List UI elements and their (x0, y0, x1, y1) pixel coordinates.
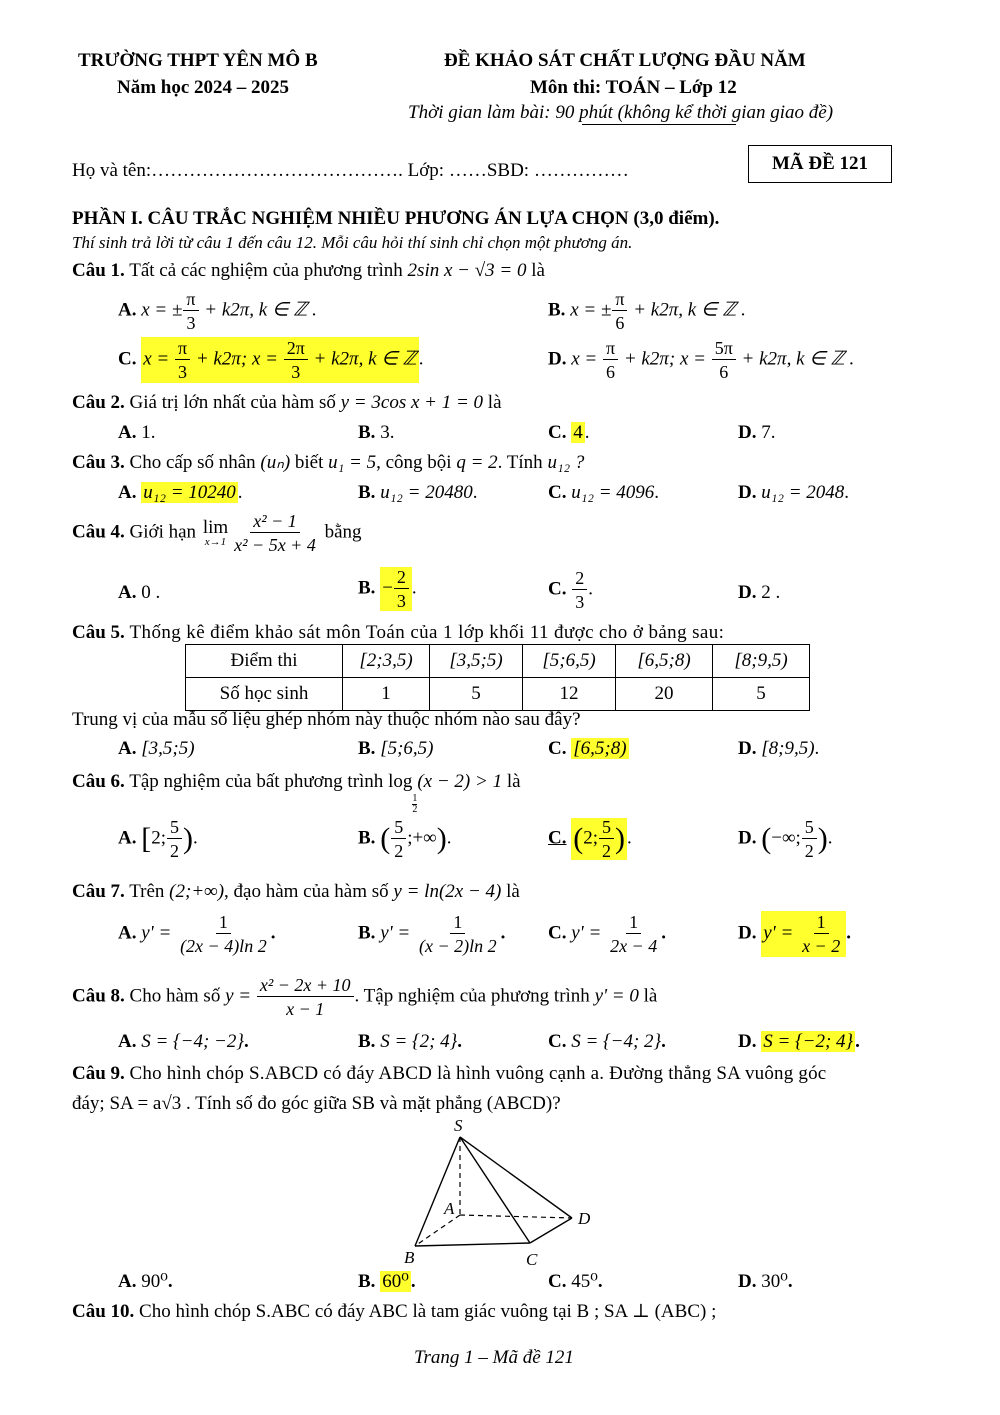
q1-option-a[interactable]: A. x = ± $\frac{\pi}{3}$ + k2π, k ∈ ℤ . (118, 289, 317, 333)
question-10: Câu 10. Cho hình chóp S.ABC có đáy ABC là tam giác vuông tại B ; SA ⊥ (ABC) ; (72, 1301, 717, 1322)
label-a: A (444, 1199, 455, 1218)
q2-option-b[interactable]: B. 3. (358, 422, 395, 443)
q7-option-d[interactable]: D. y' = $\frac{1}{x - 2}$ . (738, 912, 851, 956)
pyramid-figure (400, 1115, 600, 1273)
question-9: Câu 9. Cho hình chóp S.ABCD có đáy ABCD là hình vuông cạnh a. Đường thẳng SA vuông góc (72, 1063, 827, 1084)
question-8: Câu 8. Cho hàm số y = $\frac{\text{x² − 2x + 10}}{x - 1}$ . Tập nghiệm của phương trình y' = 0 là (72, 975, 658, 1019)
q7-option-b[interactable]: B. y' = $\frac{1}{(x - 2)\ln 2}$ . (358, 912, 506, 956)
question-3: Câu 3. Cho cấp số nhân (uₙ) biết u₁ = 5, công bội q = 2. Tính u₁₂ ? (72, 452, 585, 473)
equation: y = 3cos x + 1 = 0 (340, 392, 484, 413)
question-5: Câu 5. Thống kê điểm khảo sát môn Toán của 1 lớp khối 11 được cho ở bảng sau: (72, 622, 725, 643)
q4-option-d[interactable]: D. 2 . (738, 582, 781, 603)
page-footer: Trang 1 – Mã đề 121 (414, 1347, 574, 1368)
exam-title: ĐỀ KHẢO SÁT CHẤT LƯỢNG ĐẦU NĂM (444, 50, 806, 71)
question-2 (72, 392, 502, 414)
q6-option-c[interactable]: C. (2; $\frac{5}{2}$ ) . (548, 817, 632, 861)
question-7: Câu 7. Trên (2;+∞), đạo hàm của hàm số y = ln(2x − 4) là (72, 881, 520, 902)
question-label: Câu 10. (72, 1301, 135, 1322)
q5-option-b[interactable]: B. [5;6,5) (358, 738, 434, 759)
q9-option-a[interactable]: A. 90⁰. (118, 1271, 173, 1292)
q7-option-a[interactable]: A. y' = $\frac{1}{(2x - 4)\ln 2}$ . (118, 912, 276, 956)
q6-option-b[interactable]: B. ( $\frac{5}{2}$ ;+∞). (358, 817, 452, 861)
q9-option-d[interactable]: D. 30⁰. (738, 1271, 793, 1292)
question-label: Câu 3. (72, 452, 125, 473)
table-row: Điểm thi [2;3,5) [3,5;5) [5;6,5) [6,5;8) [8;9,5) (186, 645, 810, 678)
question-label: Câu 5. (72, 622, 125, 643)
q3-option-d[interactable]: D. u₁₂ = 2048. (738, 482, 850, 503)
q9-option-b[interactable]: B. 60⁰ . (358, 1271, 416, 1292)
question-tail: là (531, 260, 545, 281)
question-text: Giá trị lớn nhất của hàm số (129, 392, 336, 413)
q6-option-a[interactable]: A. [2; $\frac{5}{2}$ ). (118, 817, 198, 861)
question-6: Câu 6. Tập nghiệm của bất phương trình log $\frac{1}{2}$ (x − 2) > 1 là (72, 771, 521, 815)
school-year: Năm học 2024 – 2025 (117, 77, 290, 98)
part1-instruction: Thí sinh trả lời từ câu 1 đến câu 12. Mỗi câu hỏi thí sinh chỉ chọn một phương án. (72, 233, 633, 252)
label-s: S (454, 1116, 463, 1135)
q2-option-a[interactable]: A. 1. (118, 422, 156, 443)
equation: 2sin x − √3 = 0 (407, 260, 527, 281)
question-4: Câu 4. Giới hạn lim x→1 $\frac{\text{x² − 1}}{\text{x² − 5x + 4}}$ bằng (72, 511, 362, 555)
exam-code: MÃ ĐỀ 121 (771, 153, 869, 174)
q4-option-b[interactable]: B. − $\frac{2}{3}$ . (358, 567, 417, 611)
q8-option-c[interactable]: C. S = {−4; 2}. (548, 1031, 666, 1052)
q4-option-a[interactable]: A. 0 . (118, 582, 161, 603)
exam-subject: Môn thi: TOÁN – Lớp 12 (530, 77, 737, 98)
question-label: Câu 4. (72, 521, 125, 543)
q2-option-d[interactable]: D. 7. (738, 422, 776, 443)
question-label: Câu 1. (72, 260, 125, 281)
part1-title: PHẦN I. CÂU TRẮC NGHIỆM NHIỀU PHƯƠNG ÁN LỰA CHỌN (3,0 điểm). (72, 208, 720, 229)
q4-option-c[interactable]: C. $\frac{2}{3}$ . (548, 568, 593, 612)
table-header: Điểm thi (186, 645, 343, 678)
q3-option-a[interactable]: A. u₁₂ = 10240 . (118, 482, 243, 503)
header-underline (582, 124, 736, 125)
table-header: Số học sinh (186, 678, 343, 711)
label-c: C (526, 1250, 538, 1269)
question-label: Câu 2. (72, 392, 125, 413)
q5-question: Trung vị của mẫu số liệu ghép nhóm này thuộc nhóm nào sau đây? (72, 709, 581, 730)
q8-option-d[interactable]: D. S = {−2; 4} . (738, 1031, 860, 1052)
q1-option-d[interactable]: D. x = $\frac{\pi}{6}$ + k2π; x = $\frac{5\pi}{6}$ + k2π, k ∈ ℤ . (548, 338, 855, 382)
question-label: Câu 6. (72, 771, 125, 792)
q9-option-c[interactable]: C. 45⁰. (548, 1271, 603, 1292)
label-b: B (404, 1248, 415, 1267)
q8-option-a[interactable]: A. S = {−4; −2}. (118, 1031, 249, 1052)
q8-option-b[interactable]: B. S = {2; 4}. (358, 1031, 463, 1052)
q2-option-c[interactable]: C. 4 . (548, 422, 590, 443)
q1-option-c[interactable]: C. x = $\frac{\pi}{3}$ + k2π; x = $\frac{2\pi}{3}$ + k2π, k ∈ ℤ . (118, 338, 424, 382)
q3-option-c[interactable]: C. u₁₂ = 4096. (548, 482, 660, 503)
exam-code-box (748, 145, 892, 183)
q5-option-a[interactable]: A. [3,5;5) (118, 738, 195, 759)
q3-option-b[interactable]: B. u₁₂ = 20480. (358, 482, 478, 503)
q6-option-d[interactable]: D. (−∞; $\frac{5}{2}$ ). (738, 817, 833, 861)
q5-option-c[interactable]: C. [6,5;8) (548, 738, 627, 759)
question-tail: là (487, 392, 502, 413)
student-info-line: Họ và tên:…………………………………. Lớp: ……SBD: …………… (72, 160, 629, 181)
q1-option-b[interactable]: B. x = ± $\frac{\pi}{6}$ + k2π, k ∈ ℤ . (548, 289, 746, 333)
q7-option-c[interactable]: C. y' = $\frac{1}{2x - 4}$ . (548, 912, 666, 956)
question-text: Tất cả các nghiệm của phương trình (129, 260, 403, 281)
question-label: Câu 9. (72, 1063, 125, 1084)
question-label: Câu 8. (72, 985, 125, 1007)
question-label: Câu 7. (72, 881, 125, 902)
score-table (185, 644, 810, 711)
label-d: D (578, 1209, 591, 1228)
exam-time: Thời gian làm bài: 90 phút (không kể thời gian giao đề) (408, 102, 834, 123)
q5-option-d[interactable]: D. [8;9,5). (738, 738, 820, 759)
question-9-line2: đáy; SA = a√3 . Tính số đo góc giữa SB và mặt phẳng (ABCD)? (72, 1093, 561, 1114)
table-row: Số học sinh 1 5 12 20 5 (186, 678, 810, 711)
school-name: TRƯỜNG THPT YÊN MÔ B (78, 50, 318, 71)
question-1 (72, 260, 545, 282)
